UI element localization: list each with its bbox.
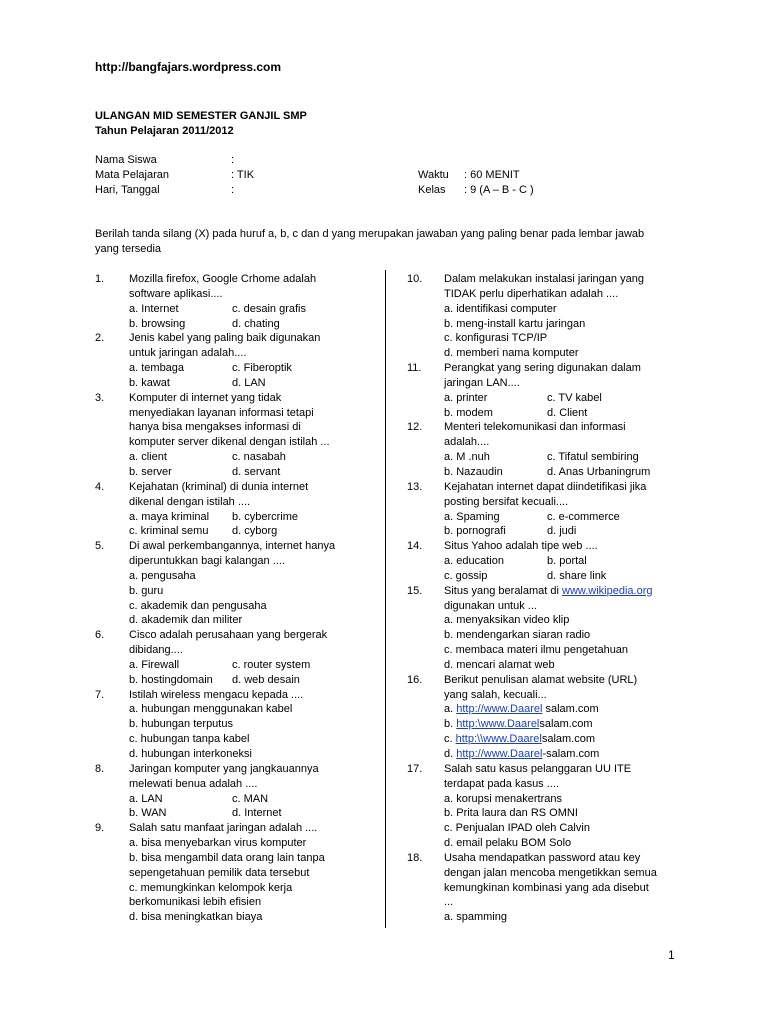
answer-option: d. chating — [232, 317, 280, 330]
nama-label: Nama Siswa — [95, 154, 157, 166]
question-body — [444, 762, 677, 851]
question-line: a. identifikasi computer — [444, 302, 557, 315]
question-line: d. bisa meningkatkan biaya — [129, 911, 263, 924]
question-line: c. Penjualan IPAD oleh Calvin — [444, 822, 590, 835]
question-body — [444, 539, 677, 584]
question-body — [129, 762, 380, 821]
question-line: untuk jaringan adalah.... — [129, 347, 247, 360]
answer-option: c. kriminal semu — [129, 525, 209, 538]
exam-title-line1: ULANGAN MID SEMESTER GANJIL SMP — [95, 110, 307, 122]
question-line: c. hubungan tanpa kabel — [129, 733, 250, 746]
question-line: jaringan LAN.... — [444, 376, 520, 389]
question-line: d. akademik dan militer — [129, 614, 243, 627]
mapel-value: : TIK — [231, 169, 255, 181]
answer-option: b. server — [129, 465, 172, 478]
answer-option: d. LAN — [232, 376, 266, 389]
option-letter: a. — [444, 703, 457, 716]
question-item — [95, 762, 380, 821]
answer-option: c. router system — [232, 658, 311, 671]
question-line: Istilah wireless mengacu kepada .... — [129, 688, 304, 701]
option-letter: b. — [444, 718, 457, 731]
url-rest: salam.com — [539, 718, 593, 731]
info-values-right — [464, 168, 534, 198]
answer-option: a. Firewall — [129, 658, 180, 671]
answer-option: b. Nazaudin — [444, 465, 503, 478]
option-row — [129, 302, 380, 317]
question-line: a. menyaksikan video klip — [444, 614, 570, 627]
question-line: berkomunikasi lebih efisien — [129, 896, 262, 909]
question-line: a. spamming — [444, 911, 507, 924]
option-letter: d. — [444, 748, 457, 760]
option-row — [444, 510, 677, 525]
url-rest: salam.com — [542, 703, 599, 716]
question-line: b. hubungan terputus — [129, 718, 233, 731]
question-line: kemungkinan kombinasi yang ada disebut — [444, 881, 649, 894]
question-line: TIDAK perlu diperhatikan adalah .... — [444, 287, 619, 300]
kelas-label: Kelas — [418, 184, 446, 196]
question-body — [444, 420, 677, 479]
option-row — [444, 524, 677, 539]
waktu-value: : 60 MENIT — [464, 169, 520, 181]
question-line: software aplikasi.... — [129, 287, 223, 300]
answer-option: d. Client — [547, 406, 588, 419]
option-row — [444, 569, 677, 584]
question-line: c. akademik dan pengusaha — [129, 599, 267, 612]
question-item — [407, 539, 677, 584]
question-line: posting bersifat kecuali.... — [444, 495, 569, 508]
url-link[interactable]: http://www.Daarel — [456, 703, 543, 716]
question-line: d. email pelaku BOM Solo — [444, 837, 572, 850]
question-line: a. pengusaha — [129, 569, 196, 582]
url-link[interactable]: http:\www.Daarel — [456, 718, 540, 731]
question-line: c. konfigurasi TCP/IP — [444, 332, 548, 345]
question-body — [129, 539, 380, 628]
answer-option: a. M .nuh — [444, 451, 490, 464]
answer-option: c. gossip — [444, 569, 488, 582]
question-line: digunakan untuk ... — [444, 599, 537, 612]
question-line: d. memberi nama komputer — [444, 347, 579, 360]
wikipedia-link[interactable]: www.wikipedia.org — [562, 584, 653, 597]
question-item — [407, 420, 677, 479]
question-body — [129, 628, 380, 687]
question-number: 15. — [407, 584, 423, 597]
question-number: 6. — [95, 629, 105, 642]
url-rest: -salam.com — [542, 748, 600, 760]
info-values-left — [231, 153, 254, 198]
question-line: Kejahatan internet dapat diindetifikasi jika — [444, 480, 647, 493]
answer-option: b. WAN — [129, 807, 167, 820]
question-item — [407, 851, 677, 925]
question-line: d. hubungan interkoneksi — [129, 748, 252, 760]
hari-value: : — [231, 184, 235, 196]
answer-option: d. web desain — [232, 673, 300, 686]
question-body — [444, 584, 677, 673]
question-line: a. korupsi menakertrans — [444, 792, 562, 805]
answer-option — [444, 702, 677, 717]
url-link[interactable]: http://www.Daarel — [456, 748, 543, 760]
question-line: diperuntukkan bagi kalangan .... — [129, 555, 285, 568]
questions-right-column — [407, 272, 677, 925]
question-body — [444, 673, 677, 762]
answer-option: b. browsing — [129, 317, 186, 330]
question-line: Kejahatan (kriminal) di dunia internet — [129, 480, 309, 493]
answer-option — [444, 747, 677, 762]
question-item — [95, 688, 380, 762]
question-number: 5. — [95, 540, 105, 553]
question-line: Salah satu manfaat jaringan adalah .... — [129, 822, 318, 835]
question-line: Dalam melakukan instalasi jaringan yang — [444, 273, 644, 285]
url-rest: salam.com — [541, 733, 596, 746]
question-item — [95, 391, 380, 480]
option-letter: c. — [444, 733, 456, 746]
question-number: 7. — [95, 688, 105, 701]
answer-option: d. Internet — [232, 807, 282, 820]
option-row — [129, 450, 380, 465]
answer-option: d. judi — [547, 525, 577, 538]
question-body — [129, 688, 380, 762]
question-number: 16. — [407, 673, 423, 686]
question-number: 3. — [95, 391, 105, 404]
answer-option: b. cybercrime — [232, 510, 299, 523]
url-link[interactable]: http:\\www.Daarel — [455, 733, 542, 746]
option-row — [129, 465, 380, 480]
question-line: dibidang.... — [129, 644, 183, 657]
option-row — [129, 361, 380, 376]
question-item — [95, 539, 380, 628]
answer-option: b. portal — [547, 555, 587, 568]
question-item — [407, 673, 677, 762]
nama-value: : — [231, 154, 235, 166]
question-number: 17. — [407, 762, 423, 775]
option-row — [444, 450, 677, 465]
page-number: 1 — [668, 948, 675, 962]
exam-title-line2: Tahun Pelajaran 2011/2012 — [95, 125, 234, 137]
answer-option: c. MAN — [232, 792, 269, 805]
answer-option: b. modem — [444, 406, 493, 419]
answer-option: a. education — [444, 555, 504, 568]
question-number: 12. — [407, 421, 423, 434]
question-item — [407, 361, 677, 420]
question-line: b. guru — [129, 584, 164, 597]
answer-option: a. LAN — [129, 792, 163, 805]
answer-option: b. hostingdomain — [129, 673, 213, 686]
question-line: a. hubungan menggunakan kabel — [129, 703, 293, 716]
question-body — [444, 480, 677, 539]
answer-option: c. nasabah — [232, 451, 286, 464]
waktu-label: Waktu — [418, 169, 449, 181]
answer-option — [444, 732, 677, 747]
question-line: Perangkat yang sering digunakan dalam — [444, 362, 641, 375]
question-item — [95, 628, 380, 687]
option-row — [444, 554, 677, 569]
question-line: c. memungkinkan kelompok kerja — [129, 881, 293, 894]
answer-option: d. cyborg — [232, 525, 278, 538]
option-row — [444, 406, 677, 421]
question-body — [129, 331, 380, 390]
hari-label: Hari, Tanggal — [95, 184, 160, 196]
question-body — [444, 361, 677, 420]
option-row — [444, 465, 677, 480]
answer-option: a. printer — [444, 391, 488, 404]
question-body — [444, 272, 677, 361]
instruction-text: Berilah tanda silang (X) pada huruf a, b, c dan d yang merupakan jawaban yang paling benar pada lembar jawab yang tersedia — [95, 228, 645, 255]
question-number: 13. — [407, 480, 423, 493]
info-labels-right — [418, 168, 449, 198]
question-item — [407, 584, 677, 673]
question-line — [444, 584, 677, 599]
question-line: melewati benua adalah .... — [129, 777, 258, 790]
question-item — [407, 480, 677, 539]
question-line: Usaha mendapatkan password atau key — [444, 851, 641, 864]
question-line: menyediakan layanan informasi tetapi — [129, 406, 314, 419]
question-line: dikenal dengan istilah .... — [129, 495, 251, 508]
answer-option: a. Internet — [129, 302, 179, 315]
question-number: 11. — [407, 362, 422, 375]
question-item — [407, 762, 677, 851]
question-body — [129, 391, 380, 480]
question-line: Berikut penulisan alamat website (URL) — [444, 673, 638, 686]
answer-option: a. client — [129, 451, 167, 464]
question-line: Situs Yahoo adalah tipe web .... — [444, 540, 598, 553]
option-row — [129, 673, 380, 688]
question-line: Jenis kabel yang paling baik digunakan — [129, 332, 321, 345]
answer-option: d. servant — [232, 465, 281, 478]
question-line: Di awal perkembangannya, internet hanya — [129, 540, 336, 553]
answer-option: c. desain grafis — [232, 302, 306, 315]
question-number: 4. — [95, 480, 105, 493]
question-number: 18. — [407, 851, 423, 864]
option-row — [129, 317, 380, 332]
question-line: b. mendengarkan siaran radio — [444, 629, 591, 642]
question-item — [95, 331, 380, 390]
mapel-label: Mata Pelajaran — [95, 169, 169, 181]
question-line: b. bisa mengambil data orang lain tanpa — [129, 851, 325, 864]
kelas-value: : 9 (A – B - C ) — [464, 184, 534, 196]
question-text: Situs yang beralamat di — [444, 584, 563, 597]
answer-option: a. maya kriminal — [129, 510, 210, 523]
question-body — [129, 821, 380, 925]
option-row — [129, 792, 380, 807]
question-number: 14. — [407, 540, 423, 553]
answer-option: c. e-commerce — [547, 510, 620, 523]
answer-option: d. Anas Urbaningrum — [547, 465, 651, 478]
question-line: Cisco adalah perusahaan yang bergerak — [129, 629, 328, 642]
question-line: adalah.... — [444, 436, 490, 449]
answer-option: c. TV kabel — [547, 391, 602, 404]
question-body — [444, 851, 677, 925]
question-line: c. membaca materi ilmu pengetahuan — [444, 644, 629, 657]
question-line: sepengetahuan pemilik data tersebut — [129, 866, 310, 879]
question-item — [95, 480, 380, 539]
answer-option: c. Tifatul sembiring — [547, 451, 639, 464]
question-number: 8. — [95, 762, 105, 775]
answer-option: b. kawat — [129, 376, 170, 389]
source-url: http://bangfajars.wordpress.com — [95, 60, 282, 74]
question-line: a. bisa menyebarkan virus komputer — [129, 837, 307, 850]
question-number: 1. — [95, 273, 105, 285]
option-row — [444, 391, 677, 406]
question-line: hanya bisa mengakses informasi di — [129, 421, 301, 434]
question-body — [129, 272, 380, 331]
question-line: d. mencari alamat web — [444, 658, 555, 671]
question-line: Salah satu kasus pelanggaran UU ITE — [444, 762, 632, 775]
question-line: dengan jalan mencoba mengetikkan semua — [444, 866, 657, 879]
question-line: Komputer di internet yang tidak — [129, 391, 282, 404]
question-item — [95, 272, 380, 331]
option-row — [129, 524, 380, 539]
question-number: 10. — [407, 273, 423, 285]
answer-option: a. Spaming — [444, 510, 500, 523]
question-line: Mozilla firefox, Google Crhome adalah — [129, 273, 317, 285]
option-row — [129, 806, 380, 821]
answer-option — [444, 717, 677, 732]
question-line: Jaringan komputer yang jangkauannya — [129, 762, 319, 775]
question-line: Menteri telekomunikasi dan informasi — [444, 421, 626, 434]
question-number: 2. — [95, 332, 105, 345]
answer-option: c. Fiberoptik — [232, 362, 292, 375]
question-line: komputer server dikenal dengan istilah ... — [129, 436, 330, 449]
question-line: terdapat pada kasus .... — [444, 777, 559, 790]
question-line: b. meng-install kartu jaringan — [444, 317, 586, 330]
question-body — [129, 480, 380, 539]
answer-option: d. share link — [547, 569, 607, 582]
question-line: yang salah, kecuali... — [444, 688, 547, 701]
question-number: 9. — [95, 822, 105, 835]
column-divider — [385, 270, 386, 928]
question-item — [95, 821, 380, 925]
option-row — [129, 376, 380, 391]
exam-title — [95, 109, 307, 139]
info-labels-left — [95, 153, 169, 198]
question-item — [407, 272, 677, 361]
answer-option: a. tembaga — [129, 362, 185, 375]
option-row — [129, 658, 380, 673]
questions-left-column — [95, 272, 380, 925]
option-row — [129, 510, 380, 525]
answer-option: b. pornografi — [444, 525, 506, 538]
question-line: b. Prita laura dan RS OMNI — [444, 807, 578, 820]
question-line: ... — [444, 896, 454, 909]
